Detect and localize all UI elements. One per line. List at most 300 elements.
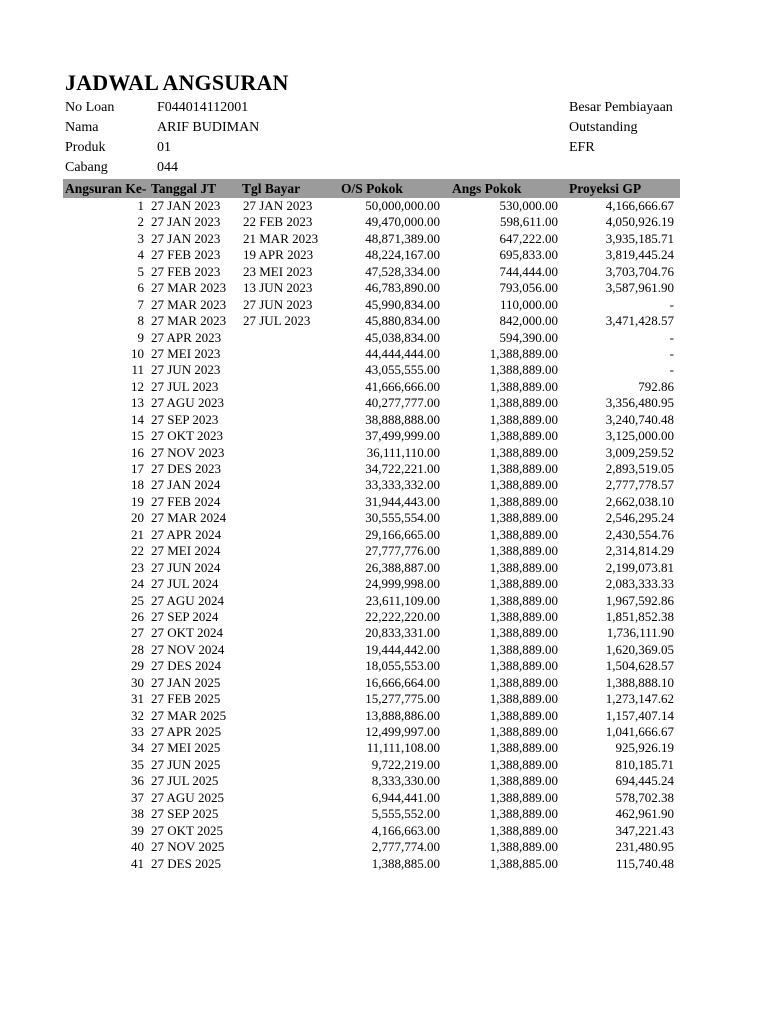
cell-os-pokok: 48,871,389.00 bbox=[365, 230, 440, 246]
cell-tgl-bayar bbox=[242, 691, 332, 707]
cell-os-pokok: 20,833,331.00 bbox=[365, 625, 440, 641]
cell-os-pokok: 40,277,777.00 bbox=[365, 395, 440, 411]
cell-proyeksi-gp: 462,961.90 bbox=[615, 806, 674, 822]
header-tgl-bayar: Tgl Bayar bbox=[242, 181, 301, 196]
cell-tgl-bayar bbox=[242, 708, 332, 724]
cell-os-pokok: 38,888,888.00 bbox=[365, 411, 440, 427]
table-row bbox=[63, 412, 680, 428]
cell-tanggal-jt: 27 NOV 2025 bbox=[151, 839, 225, 855]
cell-tgl-bayar bbox=[242, 379, 332, 395]
cell-proyeksi-gp: 2,893,519.05 bbox=[605, 461, 674, 476]
cell-tgl-bayar: 27 JUL 2023 bbox=[243, 313, 311, 329]
table-row bbox=[63, 790, 680, 806]
installment-table bbox=[63, 179, 680, 872]
cell-angs-pokok: 1,388,885.00 bbox=[489, 855, 558, 871]
cell-os-pokok: 43,055,555.00 bbox=[365, 362, 440, 378]
cell-angsuran-ke: 28 bbox=[131, 641, 144, 657]
cell-tanggal-jt: 27 SEP 2023 bbox=[151, 411, 219, 427]
info-value: F044014112001 bbox=[157, 100, 249, 115]
cell-angsuran-ke: 2 bbox=[137, 214, 144, 230]
cell-tanggal-jt: 27 JAN 2024 bbox=[151, 477, 221, 493]
cell-tanggal-jt: 27 JUN 2024 bbox=[151, 559, 221, 575]
header-angsuran-ke: Angsuran Ke- bbox=[65, 181, 147, 196]
cell-angsuran-ke: 40 bbox=[131, 839, 144, 855]
cell-proyeksi-gp: 1,041,666.67 bbox=[605, 724, 674, 739]
cell-os-pokok: 33,333,332.00 bbox=[365, 477, 440, 493]
cell-tanggal-jt: 27 DES 2025 bbox=[151, 855, 222, 871]
cell-tanggal-jt: 27 MAR 2023 bbox=[151, 296, 227, 312]
table-row bbox=[63, 231, 680, 247]
cell-tgl-bayar bbox=[242, 790, 332, 806]
cell-angs-pokok: 1,388,889.00 bbox=[489, 691, 558, 707]
cell-tgl-bayar bbox=[242, 362, 332, 378]
cell-tgl-bayar bbox=[242, 477, 332, 493]
cell-proyeksi-gp: 1,504,628.57 bbox=[605, 658, 674, 674]
cell-proyeksi-gp: - bbox=[669, 296, 674, 312]
cell-proyeksi-gp: 231,480.95 bbox=[615, 839, 674, 855]
info-value: 044 bbox=[157, 160, 178, 175]
cell-os-pokok: 18,055,553.00 bbox=[365, 658, 440, 674]
cell-os-pokok: 36,111,110.00 bbox=[366, 444, 440, 460]
cell-angsuran-ke: 10 bbox=[131, 345, 144, 361]
cell-os-pokok: 45,990,834.00 bbox=[365, 296, 440, 312]
cell-tanggal-jt: 27 JAN 2023 bbox=[151, 230, 221, 246]
table-header bbox=[63, 179, 680, 198]
cell-angsuran-ke: 30 bbox=[131, 674, 144, 690]
cell-angs-pokok: 1,388,889.00 bbox=[489, 428, 558, 444]
cell-tanggal-jt: 27 OKT 2025 bbox=[151, 822, 223, 838]
cell-angsuran-ke: 29 bbox=[131, 658, 144, 674]
cell-tgl-bayar bbox=[242, 757, 332, 773]
table-row bbox=[63, 576, 680, 592]
table-row bbox=[63, 593, 680, 609]
cell-angsuran-ke: 18 bbox=[131, 477, 144, 493]
cell-angsuran-ke: 38 bbox=[131, 806, 144, 822]
info-row-nama bbox=[65, 118, 545, 138]
cell-angs-pokok: 695,833.00 bbox=[499, 247, 558, 263]
table-row bbox=[63, 806, 680, 822]
table-row bbox=[63, 297, 680, 313]
table-row bbox=[63, 264, 680, 280]
cell-proyeksi-gp: 115,740.48 bbox=[615, 855, 674, 871]
cell-angsuran-ke: 26 bbox=[131, 608, 144, 624]
table-row bbox=[63, 313, 680, 329]
table-row bbox=[63, 445, 680, 461]
cell-tanggal-jt: 27 MEI 2025 bbox=[151, 740, 221, 756]
cell-angs-pokok: 744,444.00 bbox=[499, 263, 558, 279]
cell-os-pokok: 12,499,997.00 bbox=[365, 724, 440, 739]
cell-angsuran-ke: 12 bbox=[131, 378, 144, 394]
cell-angs-pokok: 1,388,889.00 bbox=[489, 461, 558, 476]
cell-angs-pokok: 1,388,889.00 bbox=[489, 592, 558, 608]
cell-angsuran-ke: 14 bbox=[131, 411, 144, 427]
cell-angsuran-ke: 9 bbox=[137, 329, 144, 345]
cell-tanggal-jt: 27 JAN 2023 bbox=[151, 198, 221, 213]
cell-angsuran-ke: 19 bbox=[131, 493, 144, 509]
cell-os-pokok: 27,777,776.00 bbox=[365, 543, 440, 559]
cell-tgl-bayar bbox=[242, 806, 332, 822]
cell-tanggal-jt: 27 FEB 2023 bbox=[151, 247, 221, 263]
table-row bbox=[63, 198, 680, 214]
cell-tanggal-jt: 27 MEI 2023 bbox=[151, 345, 221, 361]
table-row bbox=[63, 346, 680, 362]
info-label: Cabang bbox=[65, 160, 108, 175]
cell-angs-pokok: 530,000.00 bbox=[499, 198, 558, 213]
cell-tgl-bayar bbox=[242, 461, 332, 477]
cell-os-pokok: 29,166,665.00 bbox=[365, 526, 440, 542]
cell-proyeksi-gp: 3,240,740.48 bbox=[605, 411, 674, 427]
cell-os-pokok: 50,000,000.00 bbox=[365, 198, 440, 213]
cell-tanggal-jt: 27 AGU 2024 bbox=[151, 592, 224, 608]
cell-angsuran-ke: 21 bbox=[131, 526, 144, 542]
cell-tanggal-jt: 27 JUN 2025 bbox=[151, 756, 221, 772]
cell-angs-pokok: 1,388,889.00 bbox=[489, 345, 558, 361]
info-value: ARIF BUDIMAN bbox=[157, 120, 260, 135]
cell-os-pokok: 19,444,442.00 bbox=[365, 641, 440, 657]
cell-tgl-bayar bbox=[242, 560, 332, 576]
cell-tgl-bayar bbox=[242, 527, 332, 543]
cell-angs-pokok: 1,388,889.00 bbox=[489, 707, 558, 723]
cell-os-pokok: 45,038,834.00 bbox=[365, 329, 440, 345]
cell-angs-pokok: 1,388,889.00 bbox=[489, 378, 558, 394]
cell-angsuran-ke: 23 bbox=[131, 559, 144, 575]
cell-tanggal-jt: 27 DES 2023 bbox=[151, 461, 222, 476]
table-row bbox=[63, 379, 680, 395]
table-row bbox=[63, 823, 680, 839]
cell-proyeksi-gp: 3,703,704.76 bbox=[605, 263, 674, 279]
cell-proyeksi-gp: - bbox=[669, 362, 674, 378]
cell-tanggal-jt: 27 FEB 2023 bbox=[151, 263, 221, 279]
cell-proyeksi-gp: 1,967,592.86 bbox=[605, 592, 674, 608]
info-row-produk bbox=[65, 138, 545, 158]
cell-proyeksi-gp: - bbox=[669, 345, 674, 361]
cell-tgl-bayar bbox=[242, 494, 332, 510]
cell-tgl-bayar bbox=[242, 576, 332, 592]
cell-tgl-bayar bbox=[242, 724, 332, 740]
info-label: Nama bbox=[65, 120, 99, 135]
header-os-pokok: O/S Pokok bbox=[341, 181, 403, 196]
cell-angsuran-ke: 39 bbox=[131, 822, 144, 838]
cell-proyeksi-gp: 3,009,259.52 bbox=[605, 444, 674, 460]
cell-proyeksi-gp: 4,050,926.19 bbox=[605, 214, 674, 230]
cell-tgl-bayar bbox=[242, 740, 332, 756]
cell-proyeksi-gp: 2,083,333.33 bbox=[605, 576, 674, 592]
cell-os-pokok: 30,555,554.00 bbox=[365, 510, 440, 526]
cell-angs-pokok: 1,388,889.00 bbox=[489, 395, 558, 411]
summary-label-besar-pembiayaan: Besar Pembiayaan bbox=[569, 100, 673, 115]
cell-os-pokok: 4,166,663.00 bbox=[371, 822, 440, 838]
cell-angsuran-ke: 35 bbox=[131, 756, 144, 772]
cell-tanggal-jt: 27 AGU 2023 bbox=[151, 395, 224, 411]
cell-os-pokok: 22,222,220.00 bbox=[365, 608, 440, 624]
cell-os-pokok: 31,944,443.00 bbox=[365, 493, 440, 509]
cell-tanggal-jt: 27 JAN 2025 bbox=[151, 674, 221, 690]
cell-angs-pokok: 793,056.00 bbox=[499, 280, 558, 296]
info-label: No Loan bbox=[65, 100, 115, 115]
cell-proyeksi-gp: - bbox=[669, 329, 674, 345]
cell-angsuran-ke: 17 bbox=[131, 461, 144, 476]
cell-angs-pokok: 598,611.00 bbox=[499, 214, 558, 230]
cell-os-pokok: 49,470,000.00 bbox=[365, 214, 440, 230]
table-row bbox=[63, 642, 680, 658]
cell-tgl-bayar bbox=[242, 658, 332, 674]
cell-proyeksi-gp: 1,851,852.38 bbox=[605, 608, 674, 624]
cell-os-pokok: 37,499,999.00 bbox=[365, 428, 440, 444]
header-angs-pokok: Angs Pokok bbox=[452, 181, 522, 196]
table-row bbox=[63, 675, 680, 691]
cell-angs-pokok: 1,388,889.00 bbox=[489, 444, 558, 460]
cell-tanggal-jt: 27 FEB 2025 bbox=[151, 691, 221, 707]
table-row bbox=[63, 609, 680, 625]
cell-os-pokok: 8,333,330.00 bbox=[371, 773, 440, 789]
cell-angs-pokok: 1,388,889.00 bbox=[489, 839, 558, 855]
cell-proyeksi-gp: 1,620,369.05 bbox=[605, 641, 674, 657]
cell-tanggal-jt: 27 APR 2023 bbox=[151, 329, 222, 345]
page-title: JADWAL ANGSURAN bbox=[65, 70, 289, 95]
cell-angs-pokok: 594,390.00 bbox=[499, 329, 558, 345]
cell-angs-pokok: 1,388,889.00 bbox=[489, 559, 558, 575]
table-row bbox=[63, 658, 680, 674]
cell-angsuran-ke: 22 bbox=[131, 543, 144, 559]
cell-tgl-bayar bbox=[242, 395, 332, 411]
cell-angsuran-ke: 36 bbox=[131, 773, 144, 789]
cell-tanggal-jt: 27 MAR 2025 bbox=[151, 707, 227, 723]
table-row bbox=[63, 839, 680, 855]
cell-tgl-bayar bbox=[242, 543, 332, 559]
table-body bbox=[63, 198, 680, 872]
cell-angs-pokok: 1,388,889.00 bbox=[489, 724, 558, 739]
cell-tgl-bayar bbox=[242, 445, 332, 461]
table-row bbox=[63, 494, 680, 510]
cell-proyeksi-gp: 1,736,111.90 bbox=[606, 625, 674, 641]
cell-angsuran-ke: 13 bbox=[131, 395, 144, 411]
table-row bbox=[63, 708, 680, 724]
cell-angsuran-ke: 4 bbox=[137, 247, 144, 263]
cell-os-pokok: 2,777,774.00 bbox=[371, 839, 440, 855]
cell-angs-pokok: 1,388,889.00 bbox=[489, 756, 558, 772]
table-row bbox=[63, 543, 680, 559]
cell-proyeksi-gp: 347,221.43 bbox=[615, 822, 674, 838]
table-row bbox=[63, 724, 680, 740]
cell-angs-pokok: 1,388,889.00 bbox=[489, 806, 558, 822]
cell-proyeksi-gp: 3,471,428.57 bbox=[605, 313, 674, 329]
table-row bbox=[63, 560, 680, 576]
cell-tanggal-jt: 27 APR 2025 bbox=[151, 724, 222, 739]
cell-tanggal-jt: 27 JUL 2023 bbox=[151, 378, 219, 394]
header-tanggal-jt: Tanggal JT bbox=[151, 181, 217, 196]
cell-tanggal-jt: 27 MAR 2024 bbox=[151, 510, 227, 526]
cell-angsuran-ke: 8 bbox=[137, 313, 144, 329]
cell-tgl-bayar bbox=[242, 330, 332, 346]
cell-tanggal-jt: 27 MAR 2023 bbox=[151, 280, 227, 296]
cell-angs-pokok: 1,388,889.00 bbox=[489, 493, 558, 509]
cell-tgl-bayar: 19 APR 2023 bbox=[243, 247, 314, 263]
cell-os-pokok: 16,666,664.00 bbox=[365, 674, 440, 690]
cell-proyeksi-gp: 2,430,554.76 bbox=[605, 526, 674, 542]
cell-tgl-bayar: 27 JAN 2023 bbox=[243, 198, 313, 213]
cell-tanggal-jt: 27 JUL 2025 bbox=[151, 773, 219, 789]
cell-tanggal-jt: 27 JAN 2023 bbox=[151, 214, 221, 230]
cell-tgl-bayar: 13 JUN 2023 bbox=[243, 280, 313, 296]
cell-angsuran-ke: 1 bbox=[137, 198, 144, 213]
cell-tgl-bayar: 27 JUN 2023 bbox=[243, 296, 313, 312]
cell-angsuran-ke: 37 bbox=[131, 789, 144, 805]
cell-proyeksi-gp: 1,157,407.14 bbox=[605, 707, 674, 723]
summary-label-outstanding: Outstanding bbox=[569, 120, 638, 135]
cell-proyeksi-gp: 1,273,147.62 bbox=[605, 691, 674, 707]
cell-tanggal-jt: 27 FEB 2024 bbox=[151, 493, 221, 509]
info-row-no-loan bbox=[65, 98, 545, 118]
table-row bbox=[63, 461, 680, 477]
cell-angs-pokok: 1,388,889.00 bbox=[489, 526, 558, 542]
cell-angsuran-ke: 6 bbox=[137, 280, 144, 296]
table-row bbox=[63, 214, 680, 230]
table-row bbox=[63, 280, 680, 296]
cell-tanggal-jt: 27 NOV 2023 bbox=[151, 444, 225, 460]
cell-angsuran-ke: 20 bbox=[131, 510, 144, 526]
cell-angs-pokok: 1,388,889.00 bbox=[489, 608, 558, 624]
summary-label-efr: EFR bbox=[569, 140, 595, 155]
cell-tanggal-jt: 27 AGU 2025 bbox=[151, 789, 224, 805]
cell-os-pokok: 15,277,775.00 bbox=[365, 691, 440, 707]
cell-os-pokok: 13,888,886.00 bbox=[365, 707, 440, 723]
cell-proyeksi-gp: 4,166,666.67 bbox=[605, 198, 674, 213]
header-proyeksi-gp: Proyeksi GP bbox=[569, 181, 642, 196]
cell-proyeksi-gp: 3,935,185.71 bbox=[605, 230, 674, 246]
cell-proyeksi-gp: 3,587,961.90 bbox=[605, 280, 674, 296]
table-row bbox=[63, 740, 680, 756]
table-row bbox=[63, 330, 680, 346]
cell-angs-pokok: 647,222.00 bbox=[499, 230, 558, 246]
cell-proyeksi-gp: 810,185.71 bbox=[615, 756, 674, 772]
cell-angsuran-ke: 32 bbox=[131, 707, 144, 723]
cell-tanggal-jt: 27 SEP 2025 bbox=[151, 806, 219, 822]
loan-info bbox=[65, 98, 545, 178]
cell-proyeksi-gp: 3,819,445.24 bbox=[605, 247, 674, 263]
cell-angsuran-ke: 24 bbox=[131, 576, 144, 592]
cell-proyeksi-gp: 925,926.19 bbox=[615, 740, 674, 756]
cell-proyeksi-gp: 792.86 bbox=[638, 378, 674, 394]
cell-angs-pokok: 1,388,889.00 bbox=[489, 543, 558, 559]
cell-tanggal-jt: 27 APR 2024 bbox=[151, 526, 222, 542]
cell-angs-pokok: 1,388,889.00 bbox=[489, 625, 558, 641]
cell-angs-pokok: 1,388,889.00 bbox=[489, 362, 558, 378]
loan-summary-labels bbox=[569, 98, 759, 158]
cell-angsuran-ke: 5 bbox=[137, 263, 144, 279]
info-value: 01 bbox=[157, 140, 171, 155]
cell-proyeksi-gp: 2,777,778.57 bbox=[605, 477, 674, 493]
cell-proyeksi-gp: 694,445.24 bbox=[615, 773, 674, 789]
cell-os-pokok: 24,999,998.00 bbox=[365, 576, 440, 592]
cell-tanggal-jt: 27 SEP 2024 bbox=[151, 608, 219, 624]
cell-tgl-bayar: 22 FEB 2023 bbox=[243, 214, 313, 230]
cell-os-pokok: 23,611,109.00 bbox=[365, 592, 440, 608]
cell-tgl-bayar: 23 MEI 2023 bbox=[243, 263, 313, 279]
table-row bbox=[63, 428, 680, 444]
cell-tgl-bayar bbox=[242, 412, 332, 428]
table-row bbox=[63, 625, 680, 641]
cell-os-pokok: 9,722,219.00 bbox=[371, 756, 440, 772]
cell-angs-pokok: 1,388,889.00 bbox=[489, 510, 558, 526]
table-row bbox=[63, 856, 680, 872]
cell-os-pokok: 48,224,167.00 bbox=[365, 247, 440, 263]
cell-proyeksi-gp: 578,702.38 bbox=[615, 789, 674, 805]
cell-angsuran-ke: 34 bbox=[131, 740, 144, 756]
cell-angsuran-ke: 7 bbox=[137, 296, 144, 312]
cell-tanggal-jt: 27 OKT 2023 bbox=[151, 428, 223, 444]
cell-angsuran-ke: 41 bbox=[131, 855, 144, 871]
cell-angs-pokok: 1,388,889.00 bbox=[489, 411, 558, 427]
cell-angs-pokok: 1,388,889.00 bbox=[489, 674, 558, 690]
cell-proyeksi-gp: 3,125,000.00 bbox=[605, 428, 674, 444]
table-row bbox=[63, 773, 680, 789]
cell-tgl-bayar bbox=[242, 593, 332, 609]
cell-tanggal-jt: 27 DES 2024 bbox=[151, 658, 222, 674]
table-row bbox=[63, 362, 680, 378]
cell-angs-pokok: 1,388,889.00 bbox=[489, 641, 558, 657]
cell-angs-pokok: 1,388,889.00 bbox=[489, 773, 558, 789]
cell-tgl-bayar bbox=[242, 625, 332, 641]
cell-angs-pokok: 1,388,889.00 bbox=[489, 576, 558, 592]
cell-tanggal-jt: 27 MEI 2024 bbox=[151, 543, 221, 559]
cell-tanggal-jt: 27 OKT 2024 bbox=[151, 625, 223, 641]
cell-os-pokok: 11,111,108.00 bbox=[366, 740, 440, 756]
cell-os-pokok: 46,783,890.00 bbox=[365, 280, 440, 296]
cell-proyeksi-gp: 3,356,480.95 bbox=[605, 395, 674, 411]
info-label: Produk bbox=[65, 140, 106, 155]
cell-angsuran-ke: 16 bbox=[131, 444, 144, 460]
table-row bbox=[63, 757, 680, 773]
cell-tanggal-jt: 27 NOV 2024 bbox=[151, 641, 225, 657]
cell-angs-pokok: 1,388,889.00 bbox=[489, 477, 558, 493]
cell-angsuran-ke: 25 bbox=[131, 592, 144, 608]
cell-angsuran-ke: 33 bbox=[131, 724, 144, 739]
cell-proyeksi-gp: 2,199,073.81 bbox=[605, 559, 674, 575]
cell-tanggal-jt: 27 JUL 2024 bbox=[151, 576, 219, 592]
cell-angs-pokok: 1,388,889.00 bbox=[489, 740, 558, 756]
cell-os-pokok: 34,722,221.00 bbox=[365, 461, 440, 476]
cell-tgl-bayar bbox=[242, 823, 332, 839]
cell-tanggal-jt: 27 JUN 2023 bbox=[151, 362, 221, 378]
cell-tgl-bayar: 21 MAR 2023 bbox=[243, 230, 319, 246]
cell-tgl-bayar bbox=[242, 839, 332, 855]
cell-angsuran-ke: 31 bbox=[131, 691, 144, 707]
cell-angsuran-ke: 15 bbox=[131, 428, 144, 444]
cell-tgl-bayar bbox=[242, 609, 332, 625]
cell-tgl-bayar bbox=[242, 346, 332, 362]
cell-tgl-bayar bbox=[242, 510, 332, 526]
cell-os-pokok: 1,388,885.00 bbox=[371, 855, 440, 871]
cell-os-pokok: 44,444,444.00 bbox=[365, 345, 440, 361]
cell-angs-pokok: 1,388,889.00 bbox=[489, 822, 558, 838]
cell-angs-pokok: 110,000.00 bbox=[499, 296, 558, 312]
table-row bbox=[63, 510, 680, 526]
table-row bbox=[63, 247, 680, 263]
table-row bbox=[63, 527, 680, 543]
cell-proyeksi-gp: 1,388,888.10 bbox=[605, 674, 674, 690]
cell-tgl-bayar bbox=[242, 773, 332, 789]
cell-angsuran-ke: 3 bbox=[137, 230, 144, 246]
cell-angs-pokok: 1,388,889.00 bbox=[489, 789, 558, 805]
cell-proyeksi-gp: 2,314,814.29 bbox=[605, 543, 674, 559]
table-row bbox=[63, 691, 680, 707]
table-row bbox=[63, 395, 680, 411]
cell-angs-pokok: 1,388,889.00 bbox=[489, 658, 558, 674]
cell-tgl-bayar bbox=[242, 642, 332, 658]
cell-os-pokok: 41,666,666.00 bbox=[365, 378, 440, 394]
cell-proyeksi-gp: 2,662,038.10 bbox=[605, 493, 674, 509]
cell-tgl-bayar bbox=[242, 856, 332, 872]
